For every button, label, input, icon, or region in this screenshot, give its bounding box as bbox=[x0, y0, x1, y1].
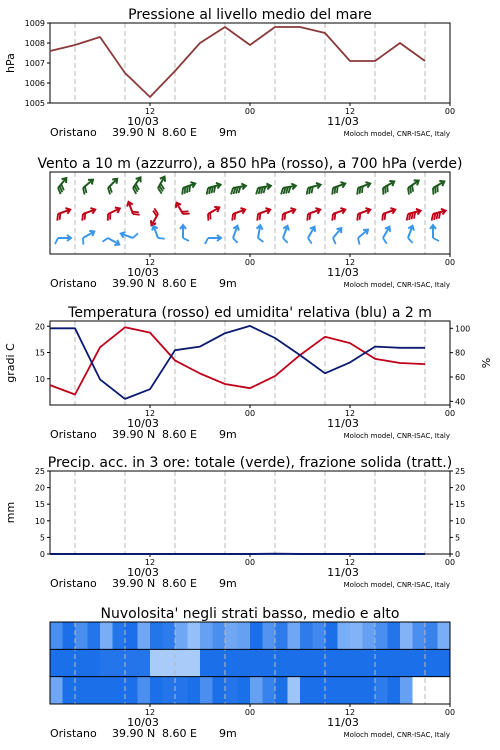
chart-title: Vento a 10 m (azzurro), a 850 hPa (rosso), a 700 hPa (verde) bbox=[37, 156, 463, 172]
y-tick-label: 5 bbox=[39, 533, 45, 543]
wind-barb-850hpa bbox=[232, 208, 245, 221]
barb-feather bbox=[310, 213, 311, 220]
station-elevation: 9m bbox=[219, 577, 237, 590]
barb-feather bbox=[283, 238, 288, 243]
barb-feather bbox=[158, 238, 165, 239]
wind-barb-700hpa bbox=[357, 182, 370, 195]
station-name: Oristano bbox=[50, 428, 97, 441]
x-tick-label: 00 bbox=[244, 107, 256, 116]
x-tick-label: 00 bbox=[444, 409, 456, 418]
cloud-high-cell bbox=[275, 677, 288, 704]
plot-frame bbox=[50, 321, 450, 405]
wind-barb-10m bbox=[102, 238, 119, 245]
cloud-high-cell bbox=[100, 677, 113, 704]
barb-feather bbox=[385, 213, 386, 220]
cloud-high-cell bbox=[325, 677, 338, 704]
barb-feather bbox=[410, 187, 411, 194]
wind-barb-10m bbox=[408, 226, 414, 243]
wind-barb-700hpa bbox=[108, 179, 117, 195]
date-label: 10/03 bbox=[127, 417, 159, 430]
cloud-mid-cell bbox=[138, 649, 151, 676]
cloud-mid-cell bbox=[375, 649, 388, 676]
x-tick-label: 00 bbox=[244, 258, 256, 267]
barb-feather bbox=[235, 213, 236, 220]
cloud-mid-cell bbox=[263, 649, 276, 676]
station-longitude: 8.60 E bbox=[162, 126, 197, 139]
cloud-mid-cell bbox=[300, 649, 313, 676]
wind-barb-850hpa bbox=[407, 209, 421, 221]
wind-barb-700hpa bbox=[332, 182, 345, 195]
cloud-high-cell bbox=[250, 677, 263, 704]
cloud-high-cell bbox=[75, 677, 88, 704]
station-longitude: 8.60 E bbox=[162, 428, 197, 441]
cloud-low-cell bbox=[300, 622, 313, 649]
wind-barb-10m bbox=[430, 225, 439, 241]
wind-barb-700hpa bbox=[133, 177, 141, 194]
date-label: 11/03 bbox=[327, 566, 359, 579]
cloud-mid-cell bbox=[363, 649, 376, 676]
station-longitude: 8.60 E bbox=[162, 577, 197, 590]
cloud-mid-cell bbox=[50, 649, 63, 676]
barb-feather bbox=[307, 214, 308, 221]
cloud-low-cell bbox=[113, 622, 126, 649]
cloud-high-cell bbox=[238, 677, 251, 704]
cloud-low-cell bbox=[100, 622, 113, 649]
precipitation-panel bbox=[4, 455, 465, 590]
x-tick-label: 12 bbox=[344, 409, 356, 418]
wind-barb-850hpa bbox=[357, 208, 370, 221]
cloud-mid-cell bbox=[238, 649, 251, 676]
cloud-high-cell bbox=[63, 677, 76, 704]
wind-barb-700hpa bbox=[256, 183, 271, 194]
cloud-high-cell bbox=[363, 677, 376, 704]
model-credit: Moloch model, CNR-ISAC, Italy bbox=[343, 432, 450, 440]
cloud-low-cell bbox=[175, 622, 188, 649]
barb-feather bbox=[102, 238, 108, 242]
date-label: 11/03 bbox=[327, 716, 359, 729]
cloud-high-cell bbox=[263, 677, 276, 704]
barb-feather bbox=[285, 213, 286, 220]
y-tick-label-right: 100 bbox=[455, 324, 471, 334]
cloud-high-cell bbox=[125, 677, 138, 704]
y-tick-label: 0 bbox=[39, 550, 45, 559]
cloud-low-cell bbox=[338, 622, 351, 649]
wind-barb-10m bbox=[121, 232, 138, 238]
wind-barb-700hpa bbox=[408, 180, 419, 194]
x-tick-label: 12 bbox=[344, 258, 356, 267]
chart-title: Nuvolosita' negli strati basso, medio e alto bbox=[100, 606, 400, 622]
cloud-low-cell bbox=[288, 622, 301, 649]
cloud-high-cell bbox=[288, 677, 301, 704]
cloud-low-cell bbox=[350, 622, 363, 649]
barb-feather bbox=[233, 238, 238, 243]
barb-feather bbox=[257, 214, 258, 221]
cloud-low-cell bbox=[188, 622, 201, 649]
cloud-low-cell bbox=[88, 622, 101, 649]
cloud-low-cell bbox=[275, 622, 288, 649]
model-credit: Moloch model, CNR-ISAC, Italy bbox=[343, 731, 450, 739]
x-tick-label: 12 bbox=[144, 708, 156, 717]
cloud-mid-cell bbox=[400, 649, 413, 676]
barb-feather bbox=[362, 186, 363, 193]
cloud-low-cell bbox=[75, 622, 88, 649]
y-axis-label-right: % bbox=[480, 357, 493, 369]
cloud-mid-cell bbox=[413, 649, 426, 676]
wind-barb-700hpa bbox=[307, 183, 321, 195]
wind-barb-850hpa bbox=[57, 208, 70, 221]
cloud-low-cell bbox=[63, 622, 76, 649]
cloud-low-cell bbox=[438, 622, 451, 649]
cloud-high-cell bbox=[375, 677, 388, 704]
cloud-high-cell bbox=[225, 677, 238, 704]
barb-feather bbox=[83, 188, 85, 195]
cloud-mid-cell bbox=[225, 649, 238, 676]
y-tick-label-right: 0 bbox=[455, 550, 461, 559]
pressure-line bbox=[50, 27, 425, 97]
pressure-panel bbox=[4, 7, 455, 139]
barb-feather bbox=[333, 238, 336, 244]
y-tick-label: 20 bbox=[34, 483, 45, 493]
wind-barb-10m bbox=[152, 226, 165, 239]
cloud-low-cell bbox=[138, 622, 151, 649]
cloud-high-cell bbox=[388, 677, 401, 704]
cloud-mid-cell bbox=[313, 649, 326, 676]
barb-feather bbox=[358, 238, 360, 245]
station-longitude: 8.60 E bbox=[162, 727, 197, 740]
barb-feather bbox=[189, 185, 190, 192]
wind-barb-10m bbox=[55, 235, 71, 244]
barb-feather bbox=[260, 213, 261, 220]
barb-feather bbox=[256, 188, 258, 194]
wind-barb-700hpa bbox=[383, 181, 394, 195]
barb-feather bbox=[308, 238, 312, 244]
y-tick-label-right: 80 bbox=[455, 348, 466, 358]
wind-barb-850hpa bbox=[432, 209, 446, 221]
cloud-mid-cell bbox=[250, 649, 263, 676]
y-axis-label: gradi C bbox=[4, 343, 17, 383]
station-elevation: 9m bbox=[219, 428, 237, 441]
cloud-low-cell bbox=[238, 622, 251, 649]
barb-feather bbox=[360, 213, 361, 220]
barb-feather bbox=[332, 188, 333, 195]
y-tick-label: 25 bbox=[34, 467, 45, 476]
cloud-mid-cell bbox=[100, 649, 113, 676]
y-tick-label: 15 bbox=[34, 348, 45, 358]
plot-frame bbox=[50, 23, 450, 103]
wind-barb-850hpa bbox=[382, 208, 395, 221]
wind-barb-10m bbox=[233, 226, 239, 243]
barb-feather bbox=[60, 213, 61, 220]
station-latitude: 39.90 N bbox=[112, 727, 156, 740]
cloud-mid-cell bbox=[150, 649, 163, 676]
x-tick-label: 12 bbox=[344, 558, 356, 567]
wind-barb-10m bbox=[83, 231, 94, 245]
barb-feather bbox=[282, 214, 283, 221]
y-axis-label: mm bbox=[4, 501, 17, 524]
wind-barb-700hpa bbox=[58, 178, 66, 194]
cloud-mid-cell bbox=[338, 649, 351, 676]
cloud-high-cell bbox=[113, 677, 126, 704]
wind-barb-850hpa bbox=[208, 207, 219, 221]
x-tick-label: 00 bbox=[244, 708, 256, 717]
y-tick-label-right: 5 bbox=[455, 533, 461, 543]
station-name: Oristano bbox=[50, 277, 97, 290]
cloud-mid-cell bbox=[88, 649, 101, 676]
barb-feather bbox=[55, 238, 58, 244]
y-tick-label: 1007 bbox=[24, 59, 45, 68]
station-elevation: 9m bbox=[219, 727, 237, 740]
barb-feather bbox=[57, 214, 58, 221]
cloud-low-cell bbox=[388, 622, 401, 649]
cloud-mid-cell bbox=[213, 649, 226, 676]
cloud-low-cell bbox=[400, 622, 413, 649]
barb-feather bbox=[433, 238, 439, 241]
station-latitude: 39.90 N bbox=[112, 577, 156, 590]
station-elevation: 9m bbox=[219, 277, 237, 290]
cloud-low-cell bbox=[250, 622, 263, 649]
barb-feather bbox=[383, 238, 387, 244]
cloud-mid-cell bbox=[163, 649, 176, 676]
wind-barb-850hpa bbox=[176, 203, 190, 214]
date-label: 10/03 bbox=[127, 716, 159, 729]
y-tick-label-right: 10 bbox=[455, 516, 466, 526]
cloud-mid-cell bbox=[275, 649, 288, 676]
wind-barb-10m bbox=[333, 228, 341, 244]
chart-title: Temperatura (rosso) ed umidita' relativa (blu) a 2 m bbox=[68, 305, 432, 321]
cloud-mid-cell bbox=[188, 649, 201, 676]
wind-barb-850hpa bbox=[257, 208, 270, 221]
model-credit: Moloch model, CNR-ISAC, Italy bbox=[343, 581, 450, 589]
x-tick-label: 00 bbox=[444, 107, 456, 116]
cloud-high-cell bbox=[300, 677, 313, 704]
x-tick-label: 00 bbox=[444, 258, 456, 267]
barb-feather bbox=[412, 185, 413, 192]
barb-feather bbox=[85, 213, 86, 220]
x-tick-label: 00 bbox=[444, 708, 456, 717]
barb-feather bbox=[183, 238, 189, 241]
cloud-mid-cell bbox=[438, 649, 451, 676]
station-name: Oristano bbox=[50, 126, 97, 139]
wind-barb-700hpa bbox=[182, 182, 195, 195]
barb-feather bbox=[357, 214, 358, 221]
barb-feather bbox=[407, 214, 408, 221]
cloud-mid-cell bbox=[63, 649, 76, 676]
x-tick-label: 12 bbox=[344, 708, 356, 717]
y-tick-label-right: 20 bbox=[455, 483, 466, 493]
y-tick-label: 10 bbox=[34, 516, 45, 526]
chart-title: Pressione al livello medio del mare bbox=[128, 7, 372, 23]
wind-barb-850hpa bbox=[307, 208, 320, 221]
y-axis-label: hPa bbox=[4, 53, 17, 73]
x-tick-label: 00 bbox=[244, 409, 256, 418]
wind-barb-850hpa bbox=[332, 208, 345, 221]
cloud-high-cell bbox=[213, 677, 226, 704]
cloud-low-cell bbox=[313, 622, 326, 649]
wind-barb-850hpa bbox=[108, 207, 120, 220]
cloud-low-cell bbox=[363, 622, 376, 649]
wind-barb-10m bbox=[205, 235, 221, 244]
barb-feather bbox=[207, 188, 208, 195]
cloud-high-cell bbox=[413, 677, 426, 704]
barb-feather bbox=[332, 214, 333, 221]
station-latitude: 39.90 N bbox=[112, 428, 156, 441]
cloud-high-cell bbox=[350, 677, 363, 704]
y-tick-label: 1009 bbox=[24, 19, 45, 28]
wind-panel bbox=[37, 156, 462, 290]
wind-barb-700hpa bbox=[281, 183, 296, 194]
date-label: 11/03 bbox=[327, 417, 359, 430]
cloud-low-cell bbox=[325, 622, 338, 649]
cloud-high-cell bbox=[338, 677, 351, 704]
barb-feather bbox=[432, 214, 433, 221]
temperature-humidity-panel bbox=[4, 305, 493, 441]
cloud-low-cell bbox=[200, 622, 213, 649]
wind-barb-850hpa bbox=[82, 208, 95, 221]
cloud-mid-cell bbox=[175, 649, 188, 676]
wind-barb-10m bbox=[358, 230, 368, 245]
humidity-line bbox=[50, 326, 425, 399]
x-tick-label: 12 bbox=[144, 558, 156, 567]
cloud-cover-panel bbox=[50, 606, 455, 740]
station-latitude: 39.90 N bbox=[112, 126, 156, 139]
cloud-mid-cell bbox=[350, 649, 363, 676]
wind-barb-700hpa bbox=[158, 177, 165, 194]
station-longitude: 8.60 E bbox=[162, 277, 197, 290]
cloud-low-cell bbox=[213, 622, 226, 649]
date-label: 10/03 bbox=[127, 566, 159, 579]
barb-feather bbox=[382, 214, 383, 221]
barb-feather bbox=[408, 188, 409, 195]
date-label: 10/03 bbox=[127, 115, 159, 128]
x-tick-label: 12 bbox=[144, 409, 156, 418]
barb-feather bbox=[232, 214, 233, 221]
station-name: Oristano bbox=[50, 577, 97, 590]
barb-feather bbox=[132, 212, 139, 213]
barb-feather bbox=[205, 238, 208, 244]
cloud-low-cell bbox=[375, 622, 388, 649]
cloud-high-cell bbox=[88, 677, 101, 704]
barb-feather bbox=[182, 188, 183, 195]
y-tick-label-right: 40 bbox=[455, 397, 466, 407]
cloud-mid-cell bbox=[425, 649, 438, 676]
cloud-low-cell bbox=[263, 622, 276, 649]
cloud-high-cell bbox=[138, 677, 151, 704]
cloud-mid-cell bbox=[288, 649, 301, 676]
cloud-low-cell bbox=[50, 622, 63, 649]
cloud-mid-cell bbox=[325, 649, 338, 676]
barb-feather bbox=[357, 188, 358, 195]
barb-feather bbox=[82, 214, 83, 221]
cloud-high-cell bbox=[175, 677, 188, 704]
wind-barb-10m bbox=[383, 227, 390, 244]
wind-barb-700hpa bbox=[433, 181, 444, 195]
y-tick-label: 1005 bbox=[24, 99, 45, 108]
barb-feather bbox=[281, 188, 283, 194]
wind-barb-700hpa bbox=[207, 183, 221, 195]
wind-barb-10m bbox=[257, 225, 264, 242]
barb-feather bbox=[360, 187, 361, 194]
y-tick-label: 10 bbox=[34, 374, 45, 384]
wind-barb-700hpa bbox=[231, 183, 246, 194]
cloud-high-cell bbox=[163, 677, 176, 704]
barb-feather bbox=[133, 214, 140, 215]
barb-feather bbox=[408, 238, 413, 243]
barb-feather bbox=[85, 186, 87, 193]
cloud-high-cell bbox=[200, 677, 213, 704]
barb-feather bbox=[258, 238, 263, 242]
cloud-high-cell bbox=[438, 677, 451, 704]
x-tick-label: 00 bbox=[444, 558, 456, 567]
x-tick-label: 00 bbox=[244, 558, 256, 567]
x-tick-label: 12 bbox=[144, 107, 156, 116]
wind-barb-10m bbox=[180, 225, 189, 241]
cloud-high-cell bbox=[188, 677, 201, 704]
barb-feather bbox=[335, 213, 336, 220]
barb-feather bbox=[185, 187, 186, 194]
barb-feather bbox=[335, 187, 336, 194]
cloud-low-cell bbox=[413, 622, 426, 649]
cloud-low-cell bbox=[150, 622, 163, 649]
barb-feather bbox=[187, 186, 188, 193]
wind-barb-10m bbox=[283, 226, 289, 243]
plot-frame bbox=[50, 471, 450, 554]
y-tick-label: 20 bbox=[34, 322, 45, 332]
cloud-high-cell bbox=[50, 677, 63, 704]
date-label: 11/03 bbox=[327, 115, 359, 128]
barb-feather bbox=[337, 186, 338, 193]
cloud-mid-cell bbox=[113, 649, 126, 676]
cloud-high-cell bbox=[313, 677, 326, 704]
chart-title: Precip. acc. in 3 ore: totale (verde), frazione solida (tratt.) bbox=[47, 455, 453, 471]
barb-feather bbox=[133, 233, 138, 238]
station-elevation: 9m bbox=[219, 126, 237, 139]
wind-barb-850hpa bbox=[282, 208, 295, 221]
cloud-low-cell bbox=[425, 622, 438, 649]
cloud-high-cell bbox=[425, 677, 438, 704]
wind-barb-850hpa bbox=[151, 208, 158, 225]
cloud-mid-cell bbox=[200, 649, 213, 676]
cloud-high-cell bbox=[400, 677, 413, 704]
barb-feather bbox=[307, 188, 308, 195]
cloud-low-cell bbox=[225, 622, 238, 649]
y-tick-label: 1008 bbox=[24, 39, 45, 48]
model-credit: Moloch model, CNR-ISAC, Italy bbox=[343, 281, 450, 289]
date-label: 11/03 bbox=[327, 266, 359, 279]
wind-barb-700hpa bbox=[83, 180, 93, 195]
wind-barb-850hpa bbox=[127, 202, 140, 215]
x-tick-label: 12 bbox=[144, 258, 156, 267]
cloud-low-cell bbox=[125, 622, 138, 649]
y-tick-label-right: 25 bbox=[455, 467, 466, 476]
date-label: 10/03 bbox=[127, 266, 159, 279]
y-tick-label: 1006 bbox=[24, 79, 45, 88]
cloud-high-cell bbox=[150, 677, 163, 704]
cloud-low-cell bbox=[163, 622, 176, 649]
x-tick-label: 12 bbox=[344, 107, 356, 116]
barb-feather bbox=[231, 188, 233, 194]
model-credit: Moloch model, CNR-ISAC, Italy bbox=[343, 130, 450, 138]
station-name: Oristano bbox=[50, 727, 97, 740]
y-tick-label: 15 bbox=[34, 500, 45, 510]
y-tick-label-right: 15 bbox=[455, 500, 466, 510]
cloud-mid-cell bbox=[388, 649, 401, 676]
wind-barb-10m bbox=[308, 227, 315, 244]
cloud-mid-cell bbox=[125, 649, 138, 676]
y-tick-label-right: 60 bbox=[455, 373, 466, 382]
cloud-mid-cell bbox=[75, 649, 88, 676]
station-latitude: 39.90 N bbox=[112, 277, 156, 290]
